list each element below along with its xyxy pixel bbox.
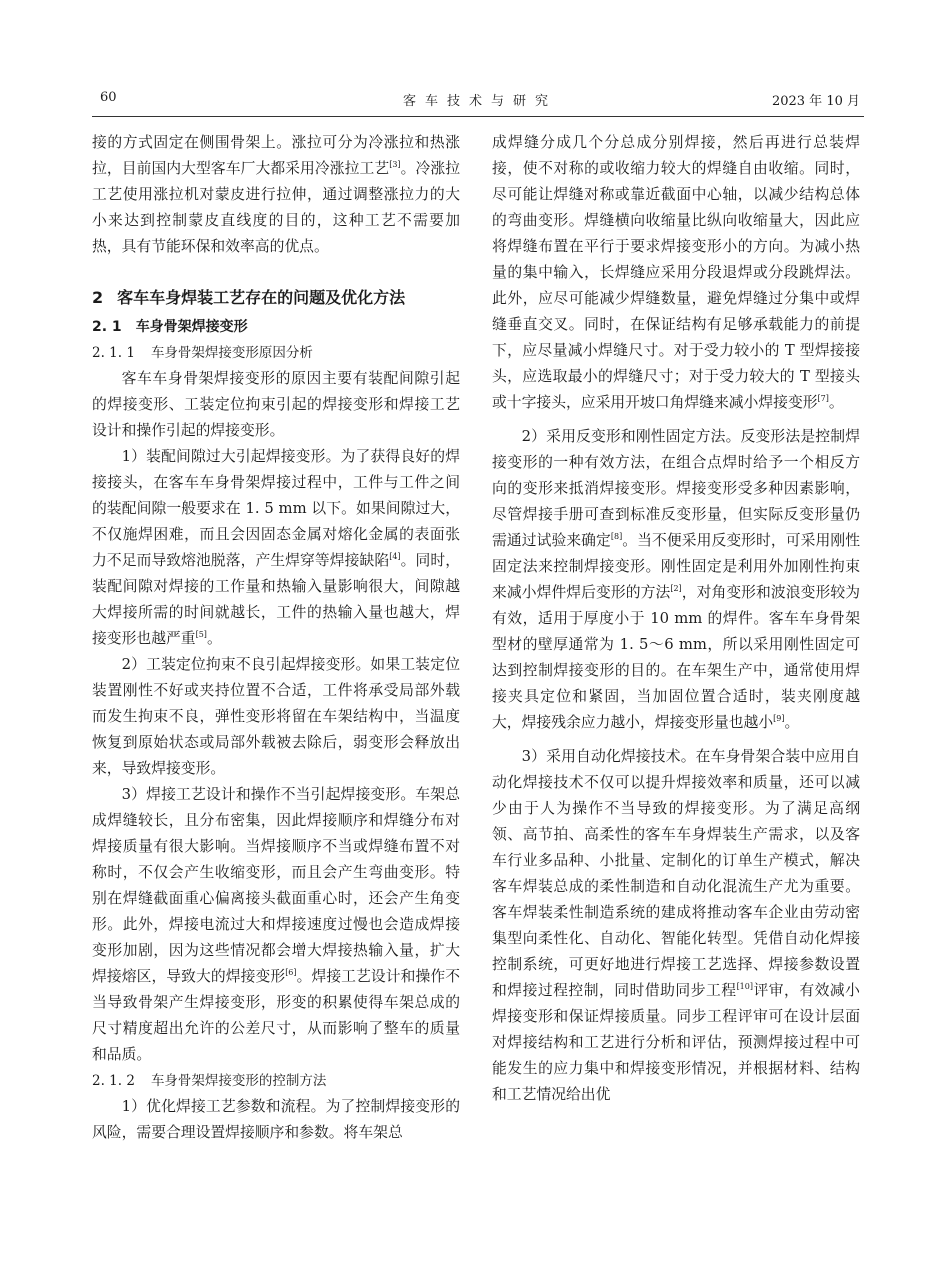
section-heading-2-1-2: 2. 1. 2 车身骨架焊接变形的控制方法 bbox=[92, 1073, 327, 1089]
citation[interactable]: [9] bbox=[773, 714, 785, 723]
issue-date: 2023 年 10 月 bbox=[771, 94, 860, 109]
citation[interactable]: [3] bbox=[389, 160, 401, 169]
paragraph: 1）优化焊接工艺参数和流程。为了控制焊接变形的风险，需要合理设置焊接顺序和参数。将车架总 bbox=[92, 1098, 460, 1141]
page-number: 60 bbox=[100, 90, 117, 105]
paragraph: 2）采用反变形和刚性固定方法。反变形法是控制焊接变形的一种有效方法，在组合点焊时给予一个相反方向的变形来抵消焊接变形。焊接变形受多种因素影响，尽管焊接手册可查到标准反变形量，但实际反变形量仍需通过试验来确定[8]。当不便采用反变形时，可采用刚性固定法来控制焊接变形。刚性固定是利用外加刚性拘束来减小焊件焊后变形的方法[2]，对角变形和波浪变形较为有效，适用于厚度小于 10 mm 的焊件。客车车身骨架型材的壁厚通常为 1. 5～6 mm，所以采用刚性固定可达到控制焊接变形的目的。在车架生产中，通常使用焊接夹具定位和紧固，当加固位置合适时，装夹刚度越大，焊接残余应力越小，焊接变形量也越小[9]。 bbox=[492, 428, 860, 731]
citation[interactable]: [7] bbox=[817, 394, 829, 403]
citation[interactable]: [5] bbox=[195, 630, 207, 639]
citation[interactable]: [10] bbox=[736, 982, 753, 991]
journal-title: 客车技术与研究 bbox=[402, 94, 557, 109]
section-heading-2-1-1: 2. 1. 1 车身骨架焊接变形原因分析 bbox=[92, 345, 313, 361]
right-column bbox=[492, 130, 860, 1108]
paragraph: 客车车身骨架焊接变形的原因主要有装配间隙引起的焊接变形、工装定位拘束引起的焊接变形和焊接工艺设计和操作引起的焊接变形。 bbox=[92, 370, 460, 439]
citation[interactable]: [4] bbox=[389, 552, 401, 561]
section-heading-2-1: 2. 1 车身骨架焊接变形 bbox=[92, 319, 248, 335]
header-rule bbox=[92, 116, 864, 117]
citation[interactable]: [2] bbox=[670, 584, 682, 593]
citation[interactable]: [6] bbox=[285, 968, 297, 977]
page-header bbox=[100, 90, 860, 114]
paragraph: 3）采用自动化焊接技术。在车身骨架合装中应用自动化焊接技术不仅可以提升焊接效率和质量，还可以减少由于人为操作不当导致的焊接变形。为了满足高纲领、高节拍、高柔性的客车车身焊装生产需求，以及客车行业多品种、小批量、定制化的订单生产模式，解决客车焊装总成的柔性制造和自动化混流生产尤为重要。客车焊装柔性制造系统的建成将推动客车企业由劳动密集型向柔性化、自动化、智能化转型。凭借自动化焊接控制系统，可更好地进行焊接工艺选择、焊接参数设置和焊接过程控制，同时借助同步工程[10]评审，有效减小焊接变形和保证焊接质量。同步工程评审可在设计层面对焊接结构和工艺进行分析和评估，预测焊接过程中可能发生的应力集中和焊接变形情况，并根据材料、结构和工艺情况给出优 bbox=[492, 748, 860, 1103]
paragraph: 1）装配间隙过大引起焊接变形。为了获得良好的焊接接头，在客车车身骨架焊接过程中，工件与工件之间的装配间隙一般要求在 1. 5 mm 以下。如果间隙过大，不仅施焊困难，而且会因固态金属对熔化金属的表面张力不足而导致熔池脱落，产生焊穿等焊接缺陷[4]。同时，装配间隙对焊接的工作量和热输入量影响很大，间隙越大焊接所需的时间就越长，工件的热输入量也越大，焊接变形也越严重[5]。 bbox=[92, 448, 460, 647]
section-heading-2: 2 客车车身焊装工艺存在的问题及优化方法 bbox=[92, 288, 406, 307]
paragraph-continuation: 成焊缝分成几个分总成分别焊接，然后再进行总装焊接，使不对称的或收缩力较大的焊缝自由收缩。同时，尽可能让焊缝对称或靠近截面中心轴，以减少结构总体的弯曲变形。焊缝横向收缩量比纵向收缩量大，因此应将焊缝布置在平行于要求焊接变形小的方向。为减小热量的集中输入，长焊缝应采用分段退焊或分段跳焊法。此外，应尽可能减少焊缝数量，避免焊缝过分集中或焊缝垂直交叉。同时，在保证结构有足够承载能力的前提下，应尽量减小焊缝尺寸。对于受力较小的 T 型焊接接头，应选取最小的焊缝尺寸；对于受力较大的 T 型接头或十字接头，应采用开坡口角焊缝来减小焊接变形[7]。 bbox=[492, 134, 860, 411]
paragraph: 2）工装定位拘束不良引起焊接变形。如果工装定位装置刚性不好或夹持位置不合适，工件将承受局部外载而发生拘束不良，弹性变形将留在车架结构中，当温度恢复到原始状态或局部外载被去除后，弱变形会释放出来，导致焊接变形。 bbox=[92, 656, 460, 777]
left-column bbox=[92, 130, 460, 1146]
paragraph: 3）焊接工艺设计和操作不当引起焊接变形。车架总成焊缝较长，且分布密集，因此焊接顺序和焊缝分布对焊接质量有很大影响。当焊接顺序不当或焊缝布置不对称时，不仅会产生收缩变形，而且会产生弯曲变形。特别在焊缝截面重心偏离接头截面重心时，还会产生角变形。此外，焊接电流过大和焊接速度过慢也会造成焊接变形加剧，因为这些情况都会增大焊接热输入量，扩大焊接熔区，导致大的焊接变形[6]。焊接工艺设计和操作不当导致骨架产生焊接变形，形变的积累使得车架总成的尺寸精度超出允许的公差尺寸，从而影响了整车的质量和品质。 bbox=[92, 786, 460, 1063]
citation[interactable]: [8] bbox=[610, 532, 623, 541]
paragraph-continuation: 接的方式固定在侧围骨架上。涨拉可分为冷涨拉和热涨拉，目前国内大型客车厂大都采用冷涨拉工艺[3]。冷涨拉工艺使用涨拉机对蒙皮进行拉伸，通过调整涨拉力的大小来达到控制蒙皮直线度的目的，这种工艺不需要加热，具有节能环保和效率高的优点。 bbox=[92, 134, 460, 255]
